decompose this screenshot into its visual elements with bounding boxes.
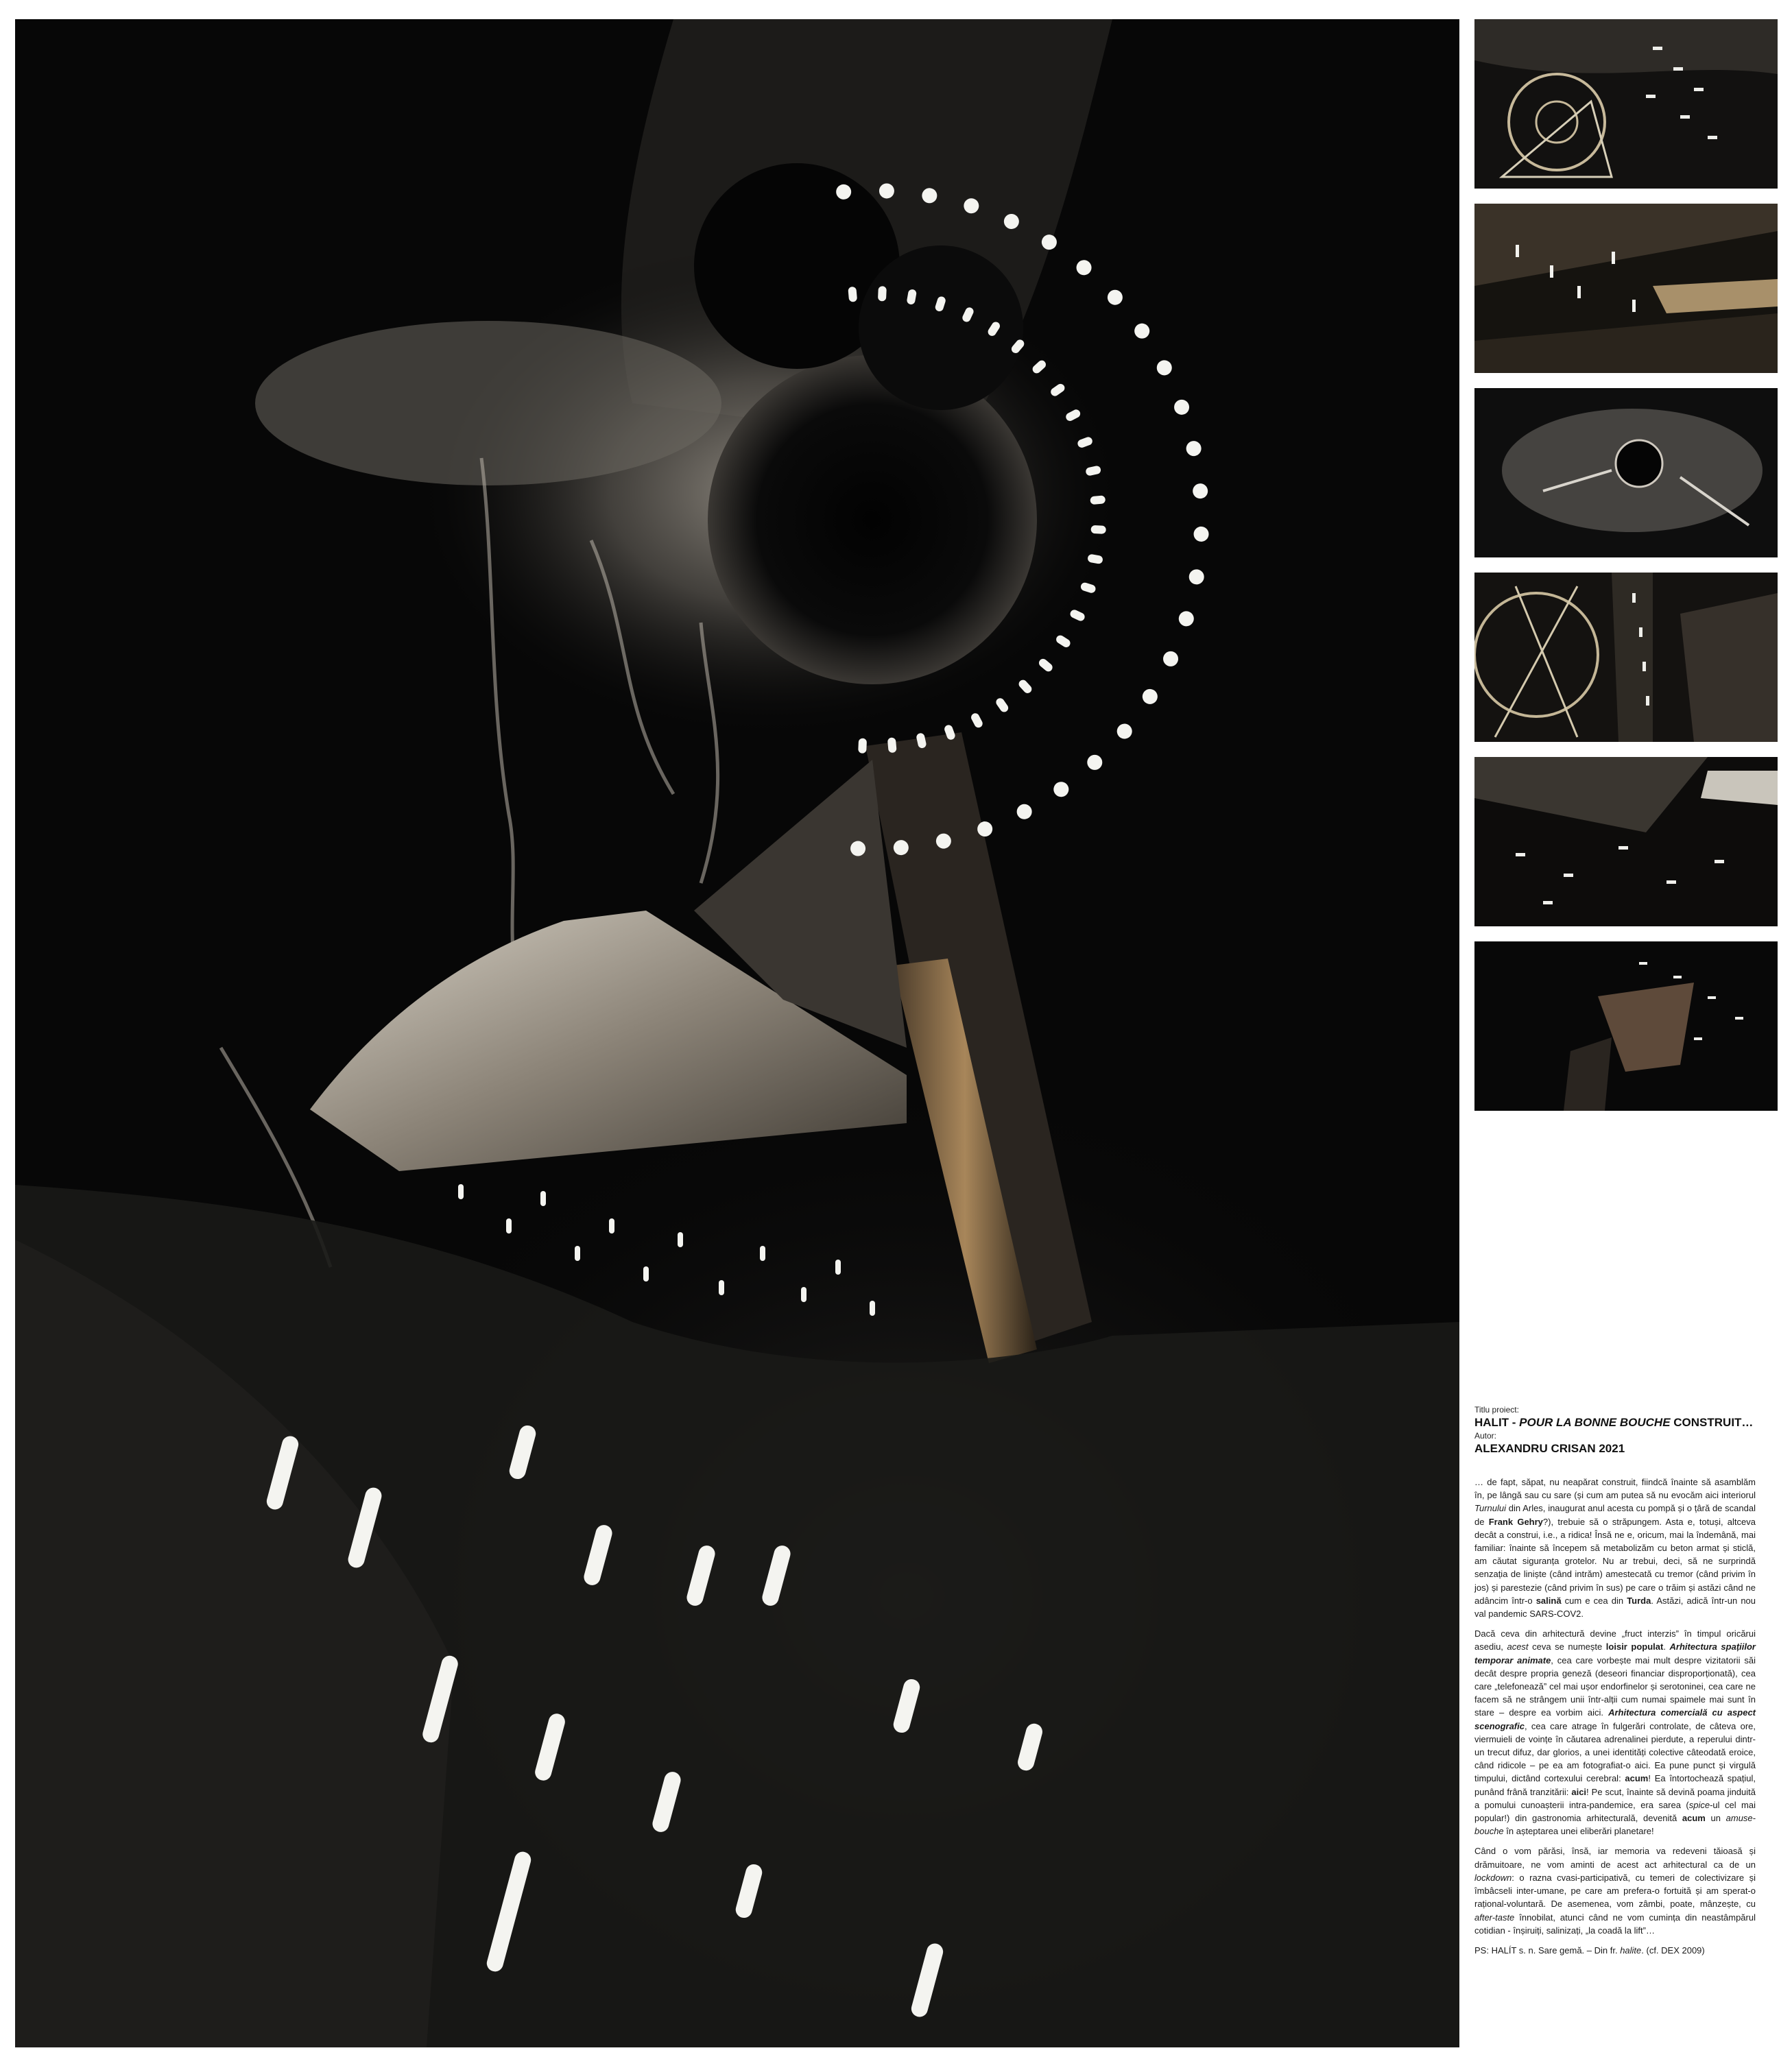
thumbnail-6 [1474, 941, 1778, 1111]
ferris-wheel-lift-photo-icon [1474, 573, 1778, 742]
title-label: Titlu proiect: [1474, 1405, 1519, 1415]
paragraph-1: … de fapt, săpat, nu neapărat construit, fiindcă înainte să asamblăm în, pe lângă sau cu sare (și cum am putea să nu evocăm aici interiorul Turnului din Arles, inaugurat anul acesta cu pompă și o țâră de scandal de Frank Gehry?), trebuie să o străpungem. Asta e, totuși, altceva decât a construi, i.e., a ridica! Însă ne e, oricum, mai la îndemână, mai familiar: înainte să începem să metabolizăm cu beton armat și sticlă, am căutat siguranța grotelor. Nu ar trebui, deci, să ne surprindă senzația de liniște (când intrăm) amestecată cu tremor (când privim în jos) și parestezie (când privim în sus) pe care o trăim și astăzi când ne adâncim într-o salină cum e cea din Turda. Astăzi, adică într-un nou val pandemic SARS-COV2. [1474, 1477, 1756, 1620]
salt-mine-ceiling-photo-icon [15, 19, 1459, 2047]
ferris-wheel-view-photo-icon [1474, 19, 1778, 189]
thumbnail-5 [1474, 757, 1778, 926]
gallery-lights-photo-icon [1474, 204, 1778, 373]
paragraph-3: Când o vom părăsi, însă, iar memoria va redeveni tăioasă și drămuitoare, ne vom aminti de acest act arhitectural ca de un lockdown: o razna cvasi-participativă, cu temeri de colectivizare și îmbâcseli inter-umane, pe care am prefera-o fortuită și am sperat-o rațional-voluntară. De asemenea, vom zâmbi, poate, mânzește, cu after-taste înnobilat, atunci când ne vom cumința din neastâmpărul cotidian - înșiruiți, salinizați, „la coadă la lift”… [1474, 1846, 1756, 1936]
project-description [1474, 1404, 1756, 1957]
project-title: HALIT - POUR LA BONNE BOUCHE CONSTRUIT… [1474, 1416, 1754, 1429]
cavern-lights-photo-icon [1474, 757, 1778, 926]
author-name: ALEXANDRU CRISAN 2021 [1474, 1442, 1625, 1455]
author-label: Autor: [1474, 1431, 1497, 1441]
thumbnail-3 [1474, 388, 1778, 557]
dark-cavern-photo-icon [1474, 941, 1778, 1111]
thumbnail-1 [1474, 19, 1778, 189]
postscript: PS: HALÍT s. n. Sare gemă. – Din fr. halite. (cf. DEX 2009) [1474, 1945, 1705, 1956]
thumbnail-2 [1474, 204, 1778, 373]
main-photo [15, 19, 1459, 2047]
paragraph-2: Dacă ceva din arhitectură devine „fruct interzis” în timpul oricărui asediu, acest ceva se numește loisir populat. Arhitectura spațiilor temporar animate, cea care vorbește mai mult despre vizitatorii săi decât despre propria geneză (deseori financiar disproporționată), cea care „telefonează” cel mai ușor endorfinelor și serotoninei, cea care ne facem să ne strângem unii într-alții cum numai spaimele mai sunt în stare – despre ea vorbim aici. Arhitectura comercială cu aspect scenografic, cea care atrage în fulgerări controlate, de câteva ore, viermuieli de voințe în căutarea adrenalinei pierdute, a reperului dintr-un trecut difuz, dar glorios, a unei identități colective câteodată eroice, când ridicole – pe ea am fotografiat-o aici. Ea pune punct și virgulă timpului, dictând cortexului cerebral: acum! Ea întortochează spațiul, punând frână tranzitării: aici! Pe scut, înainte să devină poama jinduită a pomului cunoașterii intra-pandemice, era sarea (spice-ul cel mai popular!) din gastronomia arhitecturală, devenită acum un amuse-bouche în așteptarea unei eliberări planetare! [1474, 1628, 1756, 1837]
thumbnail-4 [1474, 573, 1778, 742]
dome-opening-photo-icon [1474, 388, 1778, 557]
